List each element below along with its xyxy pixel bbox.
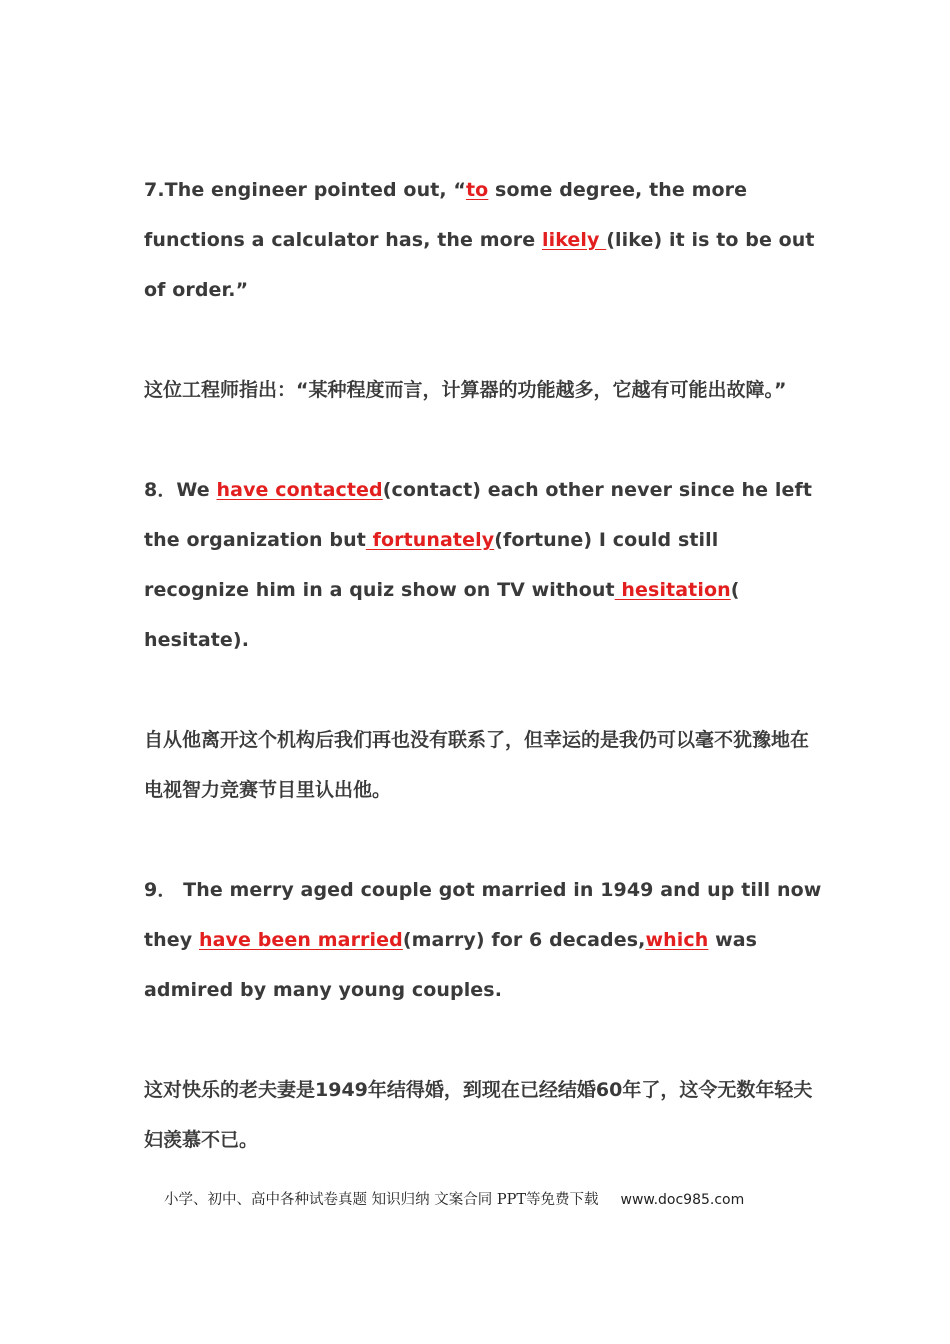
q7-translation: 这位工程师指出：“某种程度而言，计算器的功能越多，它越有可能出故障。” xyxy=(144,379,787,401)
q7-text-1: 7.The engineer pointed out, “ xyxy=(144,179,466,201)
q8-answer-1: have contacted xyxy=(216,479,383,501)
q8-text-2: (contact) each other never since he left the organization but xyxy=(144,479,813,551)
q8-text-1: 8．We xyxy=(144,479,217,501)
footer-url[interactable]: www.doc985.com xyxy=(620,1192,745,1208)
q7-text-3: (like) it is to be out of order.” xyxy=(144,229,815,301)
q9-answer-2: which xyxy=(645,929,709,951)
question-9 xyxy=(144,865,824,1015)
q7-text-2: some degree, the more functions a calculator has, the more xyxy=(144,179,748,251)
question-7 xyxy=(144,165,824,315)
footer-text: 小学、初中、高中各种试卷真题 知识归纳 文案合同 PPT等免费下载 xyxy=(164,1192,599,1208)
q9-text-2: (marry) for 6 decades, xyxy=(402,929,646,951)
q8-answer-3: hesitation xyxy=(614,579,731,601)
q8-answer-2: fortunately xyxy=(365,529,495,551)
q9-answer-1: have been married xyxy=(199,929,403,951)
q9-text-3: was admired by many young couples. xyxy=(144,929,758,1001)
q7-answer-1: to xyxy=(466,179,489,201)
q8-translation: 自从他离开这个机构后我们再也没有联系了，但幸运的是我仍可以毫不犹豫地在电视智力竞赛节目里认出他。 xyxy=(144,729,810,801)
q8-text-4: ( hesitate). xyxy=(144,579,740,651)
document-body xyxy=(144,165,824,1165)
question-8 xyxy=(144,465,824,665)
q8-text-3: (fortune) I could still recognize him in a quiz show on TV without xyxy=(144,529,719,601)
q7-answer-2: likely xyxy=(541,229,607,251)
q9-text-1: 9． The merry aged couple got married in 1949 and up till now they xyxy=(144,879,822,951)
page-footer xyxy=(164,1188,804,1209)
q9-translation: 这对快乐的老夫妻是1949年结得婚，到现在已经结婚60年了，这令无数年轻夫妇羡慕不已。 xyxy=(144,1079,813,1151)
